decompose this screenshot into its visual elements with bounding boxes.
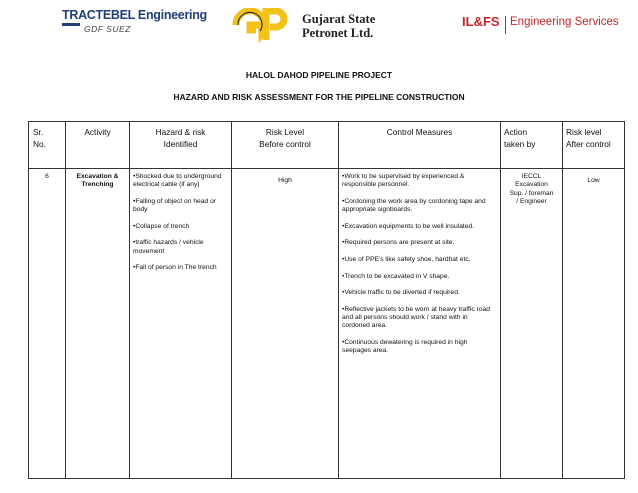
header-risk-after-line2: After control: [566, 139, 611, 149]
gspl-name-line2: Petronet Ltd.: [302, 26, 374, 40]
tractebel-logo: [62, 8, 207, 42]
control-item: • Excavation equipments to be well insulated.: [342, 223, 497, 231]
hazard-item: • Fall of person in The trench: [133, 264, 228, 272]
action-line1: IECCL: [521, 173, 542, 180]
header-risk-before: [232, 122, 339, 169]
action-line2: Excavation: [515, 181, 548, 189]
header-risk-before-line1: Risk Level: [265, 127, 305, 137]
gspl-company-name: [302, 12, 375, 40]
control-item: • Cordoning the work area by cordoning tape and appropriate signboards.: [342, 198, 497, 215]
control-item: • Continuous dewatering is required in high seepages area.: [342, 339, 497, 356]
document-title: HALOL DAHOD PIPELINE PROJECT: [245, 70, 393, 80]
document-header: [0, 0, 638, 60]
gspl-name-line1: Gujarat State: [302, 12, 376, 26]
table-header-row: [29, 122, 625, 169]
cell-sr-no: 6: [29, 169, 66, 479]
header-control-measures: Control Measures: [339, 122, 501, 169]
ilfs-engineering-services-text: Engineering Services: [510, 16, 619, 28]
gdf-suez-text: GDF SUEZ: [84, 24, 131, 34]
control-item: • Use of PPE's like safety shoe, hardhat etc.: [342, 256, 497, 264]
control-item: • Required persons are present at site.: [342, 239, 497, 247]
cell-control-measures: [339, 169, 501, 479]
header-risk-before-line2: Before control: [259, 139, 311, 149]
control-measures-list: [342, 173, 497, 356]
header-action-line2: taken by: [504, 139, 536, 149]
cell-activity: [66, 169, 130, 479]
hazard-list: [133, 173, 228, 273]
header-activity: Activity: [66, 122, 130, 169]
risk-assessment-table: [28, 121, 625, 479]
hazard-item: • Falling of object on head or body: [133, 198, 228, 215]
header-risk-after: [563, 122, 625, 169]
header-hazard-line1: Hazard & risk: [155, 127, 206, 137]
cell-risk-after: Low: [563, 169, 625, 479]
control-item: • Trench to be excavated in V shape.: [342, 273, 497, 281]
header-hazard-line2: Identified: [163, 139, 198, 149]
control-item: • Reflective jackets to be worn at heavy traffic road and all persons should work / stand with in cordoned area.: [342, 306, 497, 331]
table-row: [29, 169, 625, 479]
control-item: • Vehicle traffic to be diverted if required.: [342, 289, 497, 297]
action-line3: Sup. / foreman: [509, 189, 554, 197]
header-sr-no: [29, 122, 66, 169]
header-action-line1: Action: [504, 127, 528, 137]
header-sr-line1: Sr.: [33, 127, 44, 137]
cell-activity-line1: Excavation &: [76, 173, 119, 180]
ilfs-divider: [505, 16, 506, 34]
gspl-logo: [232, 8, 392, 44]
cell-activity-line2: Trenching: [81, 181, 114, 189]
header-hazard: [130, 122, 232, 169]
ilfs-mark: IL&FS: [462, 14, 500, 29]
cell-hazards: [130, 169, 232, 479]
header-risk-after-line1: Risk level: [566, 127, 602, 137]
hazard-item: • traffic hazards / vehicle movement: [133, 239, 228, 256]
action-line4: / Engineer: [516, 197, 547, 205]
tractebel-logo-text: TRACTEBEL Engineering: [62, 8, 207, 22]
header-sr-line2: No.: [33, 139, 46, 149]
header-action: [501, 122, 563, 169]
hazard-item: • Collapse of trench: [133, 223, 228, 231]
ilfs-logo: [462, 14, 632, 38]
gspl-badge-icon: [232, 8, 292, 42]
hazard-item: • Shocked due to underground electrical cable (if any): [133, 173, 228, 190]
tractebel-logo-bar: [62, 23, 80, 26]
cell-risk-before: High: [232, 169, 339, 479]
control-item: • Work to be supervised by experienced & responsible personnel.: [342, 173, 497, 190]
document-subtitle: HAZARD AND RISK ASSESSMENT FOR THE PIPELINE CONSTRUCTION: [173, 92, 465, 102]
cell-action-taken: [501, 169, 563, 479]
